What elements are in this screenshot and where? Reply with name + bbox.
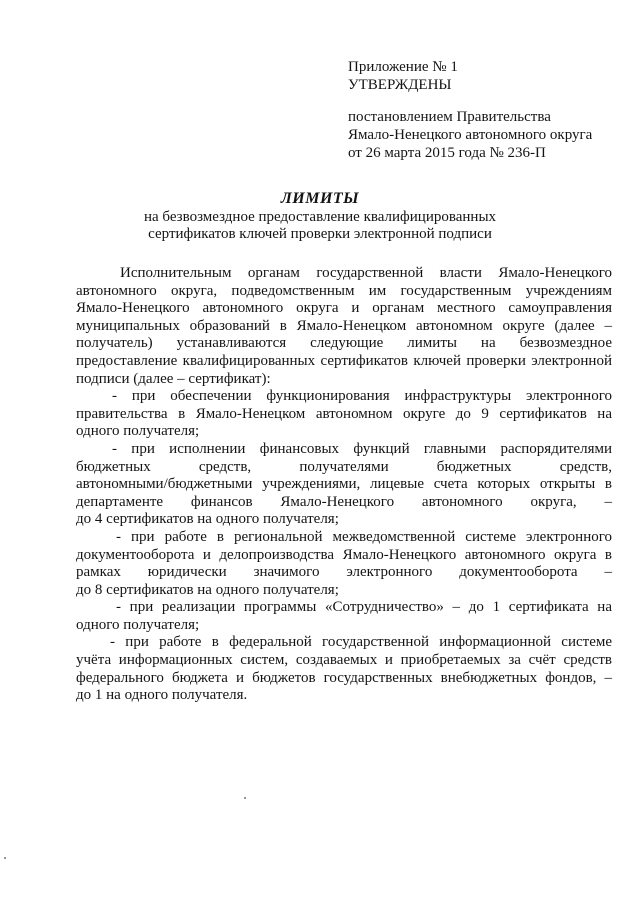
resolution-line: от 26 марта 2015 года № 236-П <box>348 145 546 161</box>
list-item-line: федерального бюджета и бюджетов государственных внебюджетных фондов, – <box>76 669 612 686</box>
list-item-line: автономными/бюджетными учреждениями, лицевые счета которых открыты в <box>76 476 612 493</box>
list-item-line: правительства в Ямало-Ненецком автономном округе до 9 сертификатов на <box>76 405 612 422</box>
scan-speck <box>244 797 246 799</box>
body-line: автономного округа, подведомственным им государственным учреждениям <box>76 282 612 299</box>
list-item-line: одного получателя; <box>76 423 200 440</box>
list-item-line: - при реализации программы «Сотрудничество» – до 1 сертификата на <box>116 599 612 616</box>
body-line: подписи (далее – сертификат): <box>76 370 271 387</box>
document-body <box>76 265 612 705</box>
appendix-number: Приложение № 1 <box>348 59 458 75</box>
list-item-line: - при обеспечении функционирования инфраструктуры электронного <box>112 388 612 405</box>
list-item-line: документооборота и делопроизводства Ямало-Ненецкого автономного округа в <box>76 546 612 563</box>
approved-stamp-text: УТВЕРЖДЕНЫ <box>348 77 452 93</box>
list-item-line: рамках юридически значимого электронного документооборота – <box>76 564 612 581</box>
body-line: Ямало-Ненецкого автономного округа и органам местного самоуправления <box>76 300 612 317</box>
body-line: муниципальных образований в Ямало-Ненецком автономном округе (далее – <box>76 317 612 334</box>
resolution-line: Ямало-Ненецкого автономного округа <box>348 127 593 143</box>
list-item-line: до 4 сертификатов на одного получателя; <box>76 511 339 528</box>
document-subtitle <box>0 209 640 243</box>
list-item-line: департаменте финансов Ямало-Ненецкого автономного округа, – <box>76 493 612 510</box>
body-line: Исполнительным органам государственной власти Ямало-Ненецкого <box>120 265 612 281</box>
list-item-line: до 1 на одного получателя. <box>76 687 248 704</box>
body-line: предоставление квалифицированных сертификатов ключей проверки электронной <box>76 352 612 369</box>
list-item-line: - при работе в федеральной государственной информационной системе <box>110 634 612 651</box>
list-item-line: бюджетных средств, получателями бюджетных средств, <box>76 458 612 475</box>
document-title: ЛИМИТЫ <box>280 190 360 207</box>
subtitle-line: сертификатов ключей проверки электронной подписи <box>148 226 492 242</box>
approval-block <box>348 58 592 162</box>
list-item-line: - при исполнении финансовых функций главными распорядителями <box>112 440 612 457</box>
list-item-line: до 8 сертификатов на одного получателя; <box>76 581 339 598</box>
list-item-line: одного получателя; <box>76 616 200 633</box>
resolution-line: постановлением Правительства <box>348 109 551 125</box>
subtitle-line: на безвозмездное предоставление квалифицированных <box>143 209 497 225</box>
scan-speck <box>4 857 6 859</box>
body-line: получатель) устанавливаются следующие лимиты на безвозмездное <box>76 335 612 352</box>
list-item-line: учёта информационных систем, создаваемых и приобретаемых за счёт средств <box>76 652 612 669</box>
list-item-line: - при работе в региональной межведомственной системе электронного <box>116 528 612 545</box>
